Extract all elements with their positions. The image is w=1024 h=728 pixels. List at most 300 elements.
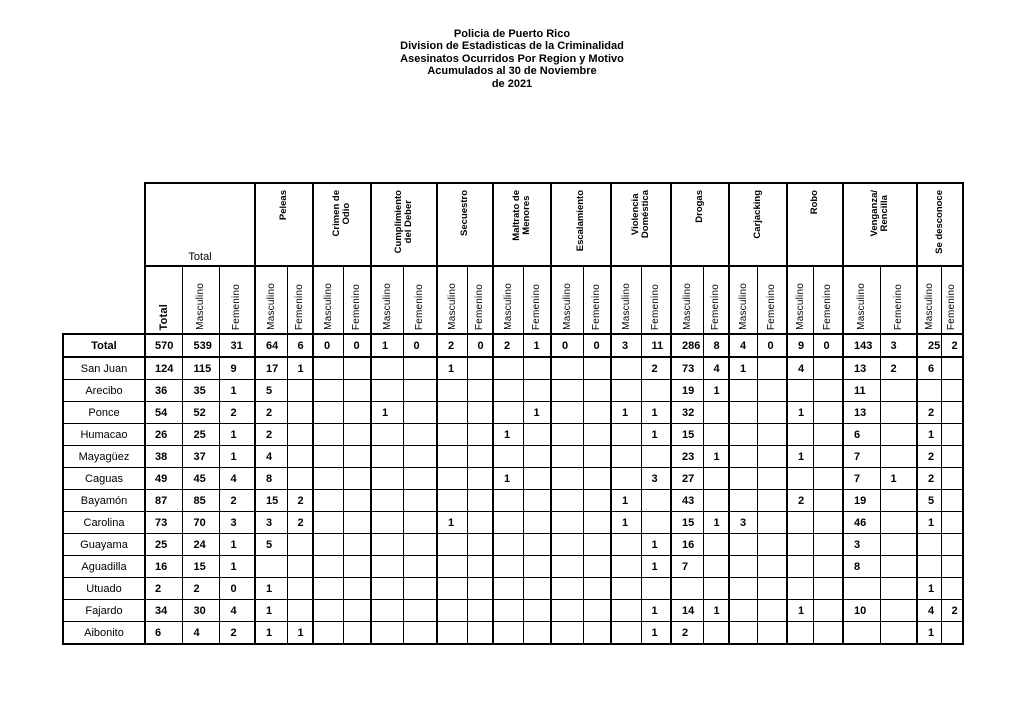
value-cell bbox=[343, 512, 371, 534]
value-cell bbox=[403, 622, 437, 645]
value-cell bbox=[493, 380, 523, 402]
table-row bbox=[63, 402, 963, 424]
header-blank bbox=[63, 183, 145, 266]
value-cell: 14 bbox=[671, 600, 703, 622]
motive-label: Secuestro bbox=[459, 190, 471, 236]
value-cell bbox=[941, 512, 963, 534]
female-label: Femenino bbox=[650, 283, 662, 330]
value-cell bbox=[729, 556, 757, 578]
region-name: Bayamón bbox=[63, 490, 145, 512]
value-cell bbox=[467, 534, 493, 556]
value-cell bbox=[371, 622, 403, 645]
value-cell: 1 bbox=[641, 402, 671, 424]
value-cell bbox=[813, 380, 843, 402]
value-cell bbox=[729, 424, 757, 446]
homicides-table bbox=[62, 182, 964, 645]
value-cell bbox=[813, 556, 843, 578]
value-cell bbox=[343, 622, 371, 645]
value-cell bbox=[467, 468, 493, 490]
value-cell bbox=[880, 600, 917, 622]
value-cell bbox=[813, 490, 843, 512]
value-cell bbox=[880, 512, 917, 534]
value-cell: 3 bbox=[611, 334, 641, 357]
value-cell bbox=[313, 424, 343, 446]
female-label: Femenino bbox=[766, 283, 778, 330]
motive-label: Venganza/ Rencilla bbox=[869, 190, 891, 237]
value-cell bbox=[757, 556, 787, 578]
value-cell: 23 bbox=[671, 446, 703, 468]
value-cell: 4 bbox=[729, 334, 757, 357]
value-cell: 1 bbox=[917, 578, 941, 600]
value-cell bbox=[583, 600, 611, 622]
region-name: Carolina bbox=[63, 512, 145, 534]
value-cell: 143 bbox=[843, 334, 880, 357]
male-label: Masculino bbox=[561, 283, 573, 330]
value-cell bbox=[437, 600, 467, 622]
header-male bbox=[437, 266, 467, 334]
value-cell: 1 bbox=[880, 468, 917, 490]
value-cell bbox=[813, 357, 843, 380]
value-cell bbox=[371, 490, 403, 512]
value-cell bbox=[843, 622, 880, 645]
region-name: Total bbox=[63, 334, 145, 357]
female-label: Femenino bbox=[294, 283, 306, 330]
value-cell: 4 bbox=[219, 600, 255, 622]
value-cell bbox=[611, 600, 641, 622]
total-row bbox=[63, 334, 963, 357]
value-cell: 1 bbox=[437, 512, 467, 534]
header-male bbox=[493, 266, 523, 334]
value-cell bbox=[551, 490, 583, 512]
value-cell bbox=[757, 622, 787, 645]
value-cell bbox=[757, 512, 787, 534]
value-cell bbox=[551, 534, 583, 556]
header-motive bbox=[611, 183, 671, 266]
motive-label: Drogas bbox=[694, 190, 706, 223]
value-cell bbox=[343, 490, 371, 512]
value-cell: 2 bbox=[255, 424, 287, 446]
value-cell bbox=[757, 402, 787, 424]
male-label: Masculino bbox=[195, 283, 206, 330]
value-cell: 1 bbox=[641, 622, 671, 645]
value-cell: 37 bbox=[182, 446, 219, 468]
value-cell bbox=[343, 446, 371, 468]
value-cell bbox=[611, 468, 641, 490]
title-line-1: Policia de Puerto Rico bbox=[453, 28, 571, 40]
value-cell bbox=[313, 446, 343, 468]
value-cell bbox=[371, 357, 403, 380]
value-cell bbox=[757, 446, 787, 468]
value-cell bbox=[371, 556, 403, 578]
value-cell: 15 bbox=[671, 424, 703, 446]
value-cell bbox=[611, 534, 641, 556]
header-motive bbox=[313, 183, 371, 266]
value-cell: 0 bbox=[551, 334, 583, 357]
value-cell bbox=[551, 556, 583, 578]
value-cell bbox=[287, 578, 313, 600]
value-cell bbox=[583, 556, 611, 578]
value-cell: 70 bbox=[182, 512, 219, 534]
value-cell bbox=[343, 357, 371, 380]
male-label: Masculino bbox=[620, 283, 632, 330]
header-row-motives bbox=[63, 183, 963, 266]
value-cell bbox=[880, 446, 917, 468]
value-cell bbox=[757, 534, 787, 556]
value-cell bbox=[467, 380, 493, 402]
value-cell bbox=[403, 578, 437, 600]
male-label: Masculino bbox=[322, 283, 334, 330]
value-cell: 5 bbox=[917, 490, 941, 512]
value-cell bbox=[583, 446, 611, 468]
value-cell: 1 bbox=[917, 622, 941, 645]
value-cell bbox=[523, 622, 551, 645]
value-cell bbox=[611, 556, 641, 578]
value-cell bbox=[583, 357, 611, 380]
header-row-gender bbox=[63, 266, 963, 334]
value-cell: 2 bbox=[941, 334, 963, 357]
female-label: Femenino bbox=[414, 283, 426, 330]
value-cell bbox=[611, 380, 641, 402]
value-cell bbox=[583, 512, 611, 534]
value-cell: 38 bbox=[145, 446, 182, 468]
value-cell: 6 bbox=[287, 334, 313, 357]
value-cell bbox=[313, 380, 343, 402]
value-cell: 1 bbox=[787, 600, 813, 622]
value-cell bbox=[611, 357, 641, 380]
value-cell bbox=[611, 578, 641, 600]
value-cell: 2 bbox=[880, 357, 917, 380]
value-cell bbox=[493, 600, 523, 622]
value-cell: 6 bbox=[843, 424, 880, 446]
value-cell bbox=[941, 402, 963, 424]
value-cell bbox=[813, 534, 843, 556]
header-motive bbox=[437, 183, 493, 266]
value-cell: 2 bbox=[255, 402, 287, 424]
value-cell: 25 bbox=[182, 424, 219, 446]
value-cell: 3 bbox=[729, 512, 757, 534]
value-cell: 8 bbox=[255, 468, 287, 490]
value-cell bbox=[551, 380, 583, 402]
value-cell bbox=[813, 512, 843, 534]
value-cell bbox=[583, 490, 611, 512]
value-cell: 1 bbox=[917, 512, 941, 534]
value-cell bbox=[523, 600, 551, 622]
header-male bbox=[255, 266, 287, 334]
value-cell bbox=[787, 556, 813, 578]
value-cell: 13 bbox=[843, 357, 880, 380]
value-cell bbox=[551, 446, 583, 468]
value-cell: 30 bbox=[182, 600, 219, 622]
male-label: Masculino bbox=[681, 283, 693, 330]
value-cell: 1 bbox=[611, 402, 641, 424]
region-name: Guayama bbox=[63, 534, 145, 556]
value-cell bbox=[403, 424, 437, 446]
value-cell: 5 bbox=[255, 534, 287, 556]
header-female bbox=[523, 266, 551, 334]
value-cell: 43 bbox=[671, 490, 703, 512]
value-cell bbox=[371, 600, 403, 622]
value-cell: 2 bbox=[493, 334, 523, 357]
table-row bbox=[63, 380, 963, 402]
table-body bbox=[63, 334, 963, 644]
value-cell bbox=[467, 556, 493, 578]
value-cell: 0 bbox=[813, 334, 843, 357]
value-cell: 2 bbox=[671, 622, 703, 645]
motive-label: Maltrato de Menores bbox=[511, 190, 533, 241]
header-total-label: Total bbox=[188, 251, 212, 263]
value-cell bbox=[917, 534, 941, 556]
value-cell bbox=[880, 534, 917, 556]
value-cell bbox=[371, 468, 403, 490]
value-cell bbox=[287, 556, 313, 578]
value-cell bbox=[880, 490, 917, 512]
female-label: Femenino bbox=[351, 283, 363, 330]
value-cell bbox=[403, 600, 437, 622]
value-cell bbox=[551, 600, 583, 622]
value-cell bbox=[917, 380, 941, 402]
value-cell bbox=[641, 578, 671, 600]
value-cell bbox=[371, 424, 403, 446]
header-female bbox=[941, 266, 963, 334]
value-cell bbox=[880, 380, 917, 402]
value-cell: 73 bbox=[671, 357, 703, 380]
value-cell bbox=[583, 534, 611, 556]
value-cell bbox=[403, 512, 437, 534]
value-cell bbox=[941, 357, 963, 380]
value-cell bbox=[880, 402, 917, 424]
value-cell bbox=[813, 622, 843, 645]
value-cell bbox=[437, 424, 467, 446]
value-cell bbox=[729, 446, 757, 468]
value-cell bbox=[611, 446, 641, 468]
motive-label: Peleas bbox=[278, 190, 290, 221]
table-row bbox=[63, 357, 963, 380]
value-cell bbox=[313, 468, 343, 490]
value-cell bbox=[703, 468, 729, 490]
value-cell bbox=[523, 534, 551, 556]
value-cell bbox=[813, 600, 843, 622]
motive-label: Crimen de Odio bbox=[331, 190, 353, 237]
value-cell: 1 bbox=[641, 534, 671, 556]
value-cell bbox=[880, 556, 917, 578]
region-name: San Juan bbox=[63, 357, 145, 380]
value-cell bbox=[493, 534, 523, 556]
value-cell bbox=[437, 556, 467, 578]
value-cell bbox=[583, 578, 611, 600]
header-male bbox=[371, 266, 403, 334]
female-label: Femenino bbox=[231, 283, 243, 330]
value-cell bbox=[287, 424, 313, 446]
value-cell: 32 bbox=[671, 402, 703, 424]
value-cell bbox=[523, 357, 551, 380]
value-cell bbox=[941, 578, 963, 600]
value-cell: 36 bbox=[145, 380, 182, 402]
value-cell: 11 bbox=[641, 334, 671, 357]
value-cell: 3 bbox=[219, 512, 255, 534]
report-title bbox=[0, 28, 1024, 90]
value-cell: 1 bbox=[219, 424, 255, 446]
value-cell bbox=[437, 402, 467, 424]
value-cell: 0 bbox=[343, 334, 371, 357]
value-cell bbox=[583, 622, 611, 645]
header-motive bbox=[671, 183, 729, 266]
table-row bbox=[63, 578, 963, 600]
value-cell: 1 bbox=[493, 468, 523, 490]
value-cell bbox=[287, 468, 313, 490]
value-cell bbox=[313, 402, 343, 424]
header-male bbox=[611, 266, 641, 334]
value-cell: 15 bbox=[255, 490, 287, 512]
region-name: Ponce bbox=[63, 402, 145, 424]
value-cell: 3 bbox=[255, 512, 287, 534]
value-cell bbox=[467, 402, 493, 424]
value-cell bbox=[493, 622, 523, 645]
header-motive bbox=[787, 183, 843, 266]
value-cell: 1 bbox=[287, 622, 313, 645]
header-female bbox=[757, 266, 787, 334]
value-cell bbox=[941, 380, 963, 402]
value-cell bbox=[523, 380, 551, 402]
value-cell: 2 bbox=[917, 402, 941, 424]
value-cell: 27 bbox=[671, 468, 703, 490]
female-label: Femenino bbox=[892, 283, 904, 330]
table-row bbox=[63, 468, 963, 490]
value-cell bbox=[611, 622, 641, 645]
value-cell: 1 bbox=[493, 424, 523, 446]
value-cell bbox=[813, 402, 843, 424]
female-label: Femenino bbox=[531, 283, 543, 330]
value-cell: 8 bbox=[703, 334, 729, 357]
value-cell: 2 bbox=[219, 490, 255, 512]
value-cell bbox=[641, 490, 671, 512]
value-cell bbox=[371, 534, 403, 556]
header-male bbox=[182, 266, 219, 334]
value-cell bbox=[757, 357, 787, 380]
value-cell bbox=[343, 556, 371, 578]
value-cell: 1 bbox=[703, 380, 729, 402]
value-cell bbox=[313, 622, 343, 645]
value-cell bbox=[403, 468, 437, 490]
value-cell bbox=[343, 468, 371, 490]
value-cell: 1 bbox=[641, 556, 671, 578]
value-cell bbox=[641, 446, 671, 468]
value-cell bbox=[843, 578, 880, 600]
value-cell bbox=[371, 446, 403, 468]
value-cell bbox=[757, 380, 787, 402]
table-row bbox=[63, 600, 963, 622]
value-cell bbox=[941, 534, 963, 556]
value-cell: 2 bbox=[219, 622, 255, 645]
value-cell: 31 bbox=[219, 334, 255, 357]
value-cell bbox=[941, 468, 963, 490]
value-cell: 6 bbox=[145, 622, 182, 645]
value-cell: 1 bbox=[219, 446, 255, 468]
header-female bbox=[343, 266, 371, 334]
header-male bbox=[551, 266, 583, 334]
female-label: Femenino bbox=[710, 283, 722, 330]
value-cell bbox=[313, 357, 343, 380]
value-cell: 25 bbox=[917, 334, 941, 357]
table-row bbox=[63, 490, 963, 512]
table-row bbox=[63, 556, 963, 578]
value-cell: 1 bbox=[611, 490, 641, 512]
value-cell: 15 bbox=[182, 556, 219, 578]
region-name: Arecibo bbox=[63, 380, 145, 402]
value-cell: 26 bbox=[145, 424, 182, 446]
header-female bbox=[219, 266, 255, 334]
value-cell: 0 bbox=[313, 334, 343, 357]
value-cell bbox=[551, 402, 583, 424]
value-cell bbox=[941, 446, 963, 468]
value-cell bbox=[641, 380, 671, 402]
value-cell bbox=[467, 490, 493, 512]
header-blank bbox=[63, 266, 145, 334]
male-label: Masculino bbox=[502, 283, 514, 330]
value-cell bbox=[787, 512, 813, 534]
value-cell bbox=[313, 600, 343, 622]
value-cell bbox=[917, 556, 941, 578]
value-cell bbox=[493, 402, 523, 424]
value-cell bbox=[583, 424, 611, 446]
region-name: Humacao bbox=[63, 424, 145, 446]
value-cell: 24 bbox=[182, 534, 219, 556]
value-cell bbox=[437, 446, 467, 468]
total-col-label: Total bbox=[157, 303, 170, 330]
header-motive bbox=[371, 183, 437, 266]
header-female bbox=[813, 266, 843, 334]
value-cell: 1 bbox=[729, 357, 757, 380]
value-cell: 19 bbox=[671, 380, 703, 402]
value-cell bbox=[523, 446, 551, 468]
value-cell bbox=[523, 468, 551, 490]
value-cell: 35 bbox=[182, 380, 219, 402]
value-cell bbox=[493, 512, 523, 534]
value-cell: 0 bbox=[219, 578, 255, 600]
value-cell bbox=[787, 380, 813, 402]
value-cell: 570 bbox=[145, 334, 182, 357]
value-cell: 7 bbox=[843, 446, 880, 468]
value-cell: 1 bbox=[437, 357, 467, 380]
value-cell: 34 bbox=[145, 600, 182, 622]
value-cell bbox=[757, 468, 787, 490]
value-cell: 6 bbox=[917, 357, 941, 380]
value-cell bbox=[551, 468, 583, 490]
value-cell bbox=[787, 578, 813, 600]
value-cell bbox=[583, 468, 611, 490]
header-motive bbox=[917, 183, 963, 266]
value-cell bbox=[493, 357, 523, 380]
value-cell bbox=[343, 578, 371, 600]
value-cell: 1 bbox=[787, 446, 813, 468]
value-cell bbox=[941, 622, 963, 645]
value-cell: 0 bbox=[467, 334, 493, 357]
value-cell bbox=[493, 446, 523, 468]
male-label: Masculino bbox=[856, 283, 868, 330]
header-total-group bbox=[145, 183, 255, 266]
header-male bbox=[671, 266, 703, 334]
value-cell: 0 bbox=[757, 334, 787, 357]
header-male bbox=[729, 266, 757, 334]
value-cell: 85 bbox=[182, 490, 219, 512]
value-cell: 1 bbox=[255, 622, 287, 645]
value-cell bbox=[813, 424, 843, 446]
header-female bbox=[403, 266, 437, 334]
value-cell bbox=[703, 490, 729, 512]
value-cell bbox=[371, 380, 403, 402]
header-female bbox=[467, 266, 493, 334]
value-cell bbox=[941, 490, 963, 512]
value-cell bbox=[437, 578, 467, 600]
